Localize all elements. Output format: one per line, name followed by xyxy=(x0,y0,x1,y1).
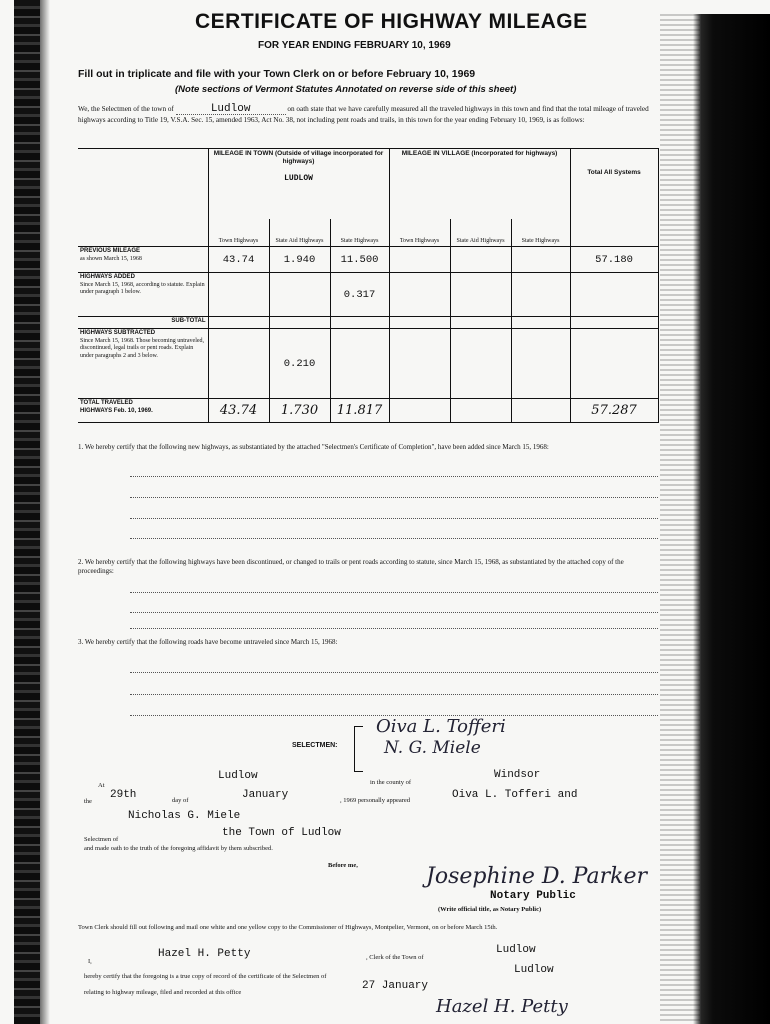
blank-line xyxy=(130,476,658,477)
group-town-name: LUDLOW xyxy=(284,174,313,183)
clerk-name: Hazel H. Petty xyxy=(158,948,251,960)
blank-line xyxy=(130,538,658,539)
col-state-highways: State Highways xyxy=(330,219,389,247)
paragraph-3: 3. We hereby certify that the following roads have become untraveled since March 15, 1968: xyxy=(78,638,338,646)
county-label: in the county of xyxy=(370,779,411,786)
group-village-header: MILEAGE IN VILLAGE (Incorporated for highways) xyxy=(389,149,570,219)
row-highways-added: HIGHWAYS ADDED Since March 15, 1968, according to statute. Explain under paragraph 1 below. 0.317 xyxy=(78,273,658,317)
total-all: 57.287 xyxy=(570,399,658,423)
blank-line xyxy=(130,592,658,593)
blank-line xyxy=(130,497,658,498)
col-village-state-aid-highways: State Aid Highways xyxy=(450,219,511,247)
second-selectman-name: Nicholas G. Miele xyxy=(128,810,241,822)
blank-line xyxy=(130,518,658,519)
day-value: 29th xyxy=(110,789,137,801)
relating-text: relating to highway mileage, filed and recorded at this office xyxy=(84,989,242,996)
previous-total: 57.180 xyxy=(570,247,658,273)
notary-title: Notary Public xyxy=(490,890,576,902)
month-value: January xyxy=(242,789,289,801)
signature-selectman-1: Oiva L. Tofferi xyxy=(376,716,506,737)
blank-line xyxy=(130,628,658,629)
selectmen-of-label: Selectmen of xyxy=(84,836,119,843)
intro-lead: We, the Selectmen of the town of xyxy=(78,105,174,113)
scan-edge-left xyxy=(14,0,40,1024)
appeared-value: Oiva L. Tofferi and xyxy=(452,789,578,801)
filing-instruction: Fill out in triplicate and file with your Town Clerk on or before February 10, 1969 xyxy=(78,68,476,80)
row-highways-subtracted: HIGHWAYS SUBTRACTED Since March 15, 1968. Those becoming untraveled, discontinued, legal trails or pent roads. Explain under paragraphs 2 and 3 below. 0.210 xyxy=(78,329,658,399)
total-state: 11.817 xyxy=(330,399,389,423)
clerk-signature: Hazel H. Petty xyxy=(436,996,568,1017)
total-header: Total All Systems xyxy=(570,149,658,247)
previous-state: 11.500 xyxy=(330,247,389,273)
clerk-label: , Clerk of the Town of xyxy=(366,954,424,961)
blank-line xyxy=(130,694,658,695)
intro-town: Ludlow xyxy=(210,103,251,115)
mileage-table xyxy=(78,148,659,423)
scan-shadow-left xyxy=(40,0,50,1024)
before-me: Before me, xyxy=(328,862,358,869)
selectmen-label: SELECTMEN: xyxy=(292,742,338,749)
total-town: 43.74 xyxy=(208,399,269,423)
intro-rest: on oath state that we have carefully measured all the traveled highways in this town and find that the total mileage of traveled highways according to Title 19, V.S.A. Sec. 15, amended 1963, Act No. 38, not including pent roads and trails, in this town for the year ending February 10, 1969, is as follows: xyxy=(78,105,649,124)
blank-line xyxy=(130,672,658,673)
selectmen-of-value: the Town of Ludlow xyxy=(222,827,341,839)
at-value: Ludlow xyxy=(218,770,258,782)
statutes-note: (Note sections of Vermont Statutes Annotated on reverse side of this sheet) xyxy=(175,84,517,95)
subtracted-state-aid: 0.210 xyxy=(269,329,330,399)
blank-line xyxy=(130,612,658,613)
group-town-header: MILEAGE IN TOWN (Outside of village incorporated for highways) LUDLOW xyxy=(208,149,389,219)
at-label: At xyxy=(98,782,105,789)
clerk-i: I, xyxy=(88,958,92,965)
row-subtotal: SUB-TOTAL xyxy=(78,317,658,329)
col-village-state-highways: State Highways xyxy=(511,219,570,247)
appeared-label: , 1969 personally appeared xyxy=(340,797,411,804)
table-corner xyxy=(78,149,208,247)
notary-signature: Josephine D. Parker xyxy=(426,864,647,889)
intro-paragraph xyxy=(78,104,658,125)
selectmen-brace xyxy=(354,726,363,772)
certify-town: Ludlow xyxy=(514,964,554,976)
oath-text: and made oath to the truth of the foregoing affidavit by them subscribed. xyxy=(84,845,273,852)
total-state-aid: 1.730 xyxy=(269,399,330,423)
certificate-title: CERTIFICATE OF HIGHWAY MILEAGE xyxy=(195,10,588,33)
col-village-town-highways: Town Highways xyxy=(389,219,450,247)
certificate-subtitle: FOR YEAR ENDING FEBRUARY 10, 1969 xyxy=(258,40,451,51)
paragraph-1: 1. We hereby certify that the following new highways, as substantiated by the attached "Selectmen's Certificate of Completion", have been added since March 15, 1968: xyxy=(78,443,549,451)
the-label: the xyxy=(84,798,92,805)
clerk-town: Ludlow xyxy=(496,944,536,956)
previous-town: 43.74 xyxy=(208,247,269,273)
paragraph-2: 2. We hereby certify that the following highways have been discontinued, or changed to trails or pent roads according to statute, since March 15, 1968, as substantiated by the attached copy of the proceedings: xyxy=(78,558,624,575)
clerk-instruction: Town Clerk should fill out following and mail one white and one yellow copy to the Commissioner of Highways, Montpelier, Vermont, on or before March 15th. xyxy=(78,924,498,931)
row-total-traveled: TOTAL TRAVELED HIGHWAYS Feb. 10, 1969. 43.74 1.730 11.817 57.287 xyxy=(78,399,658,423)
col-town-highways: Town Highways xyxy=(208,219,269,247)
filed-date: 27 January xyxy=(362,980,429,992)
notary-caption: (Write official title, as Notary Public) xyxy=(438,906,542,913)
col-state-aid-highways: State Aid Highways xyxy=(269,219,330,247)
added-state: 0.317 xyxy=(330,273,389,317)
day-label: day of xyxy=(172,797,189,804)
signature-selectman-2: N. G. Miele xyxy=(384,738,481,758)
row-previous-mileage: PREVIOUS MILEAGE as shown March 15, 1968 43.74 1.940 11.500 57.180 xyxy=(78,247,658,273)
previous-state-aid: 1.940 xyxy=(269,247,330,273)
scan-edge-right xyxy=(693,14,770,1024)
county-value: Windsor xyxy=(494,769,541,781)
certify-text: hereby certify that the foregoing is a true copy of record of the certificate of the Selectmen of xyxy=(84,973,327,980)
